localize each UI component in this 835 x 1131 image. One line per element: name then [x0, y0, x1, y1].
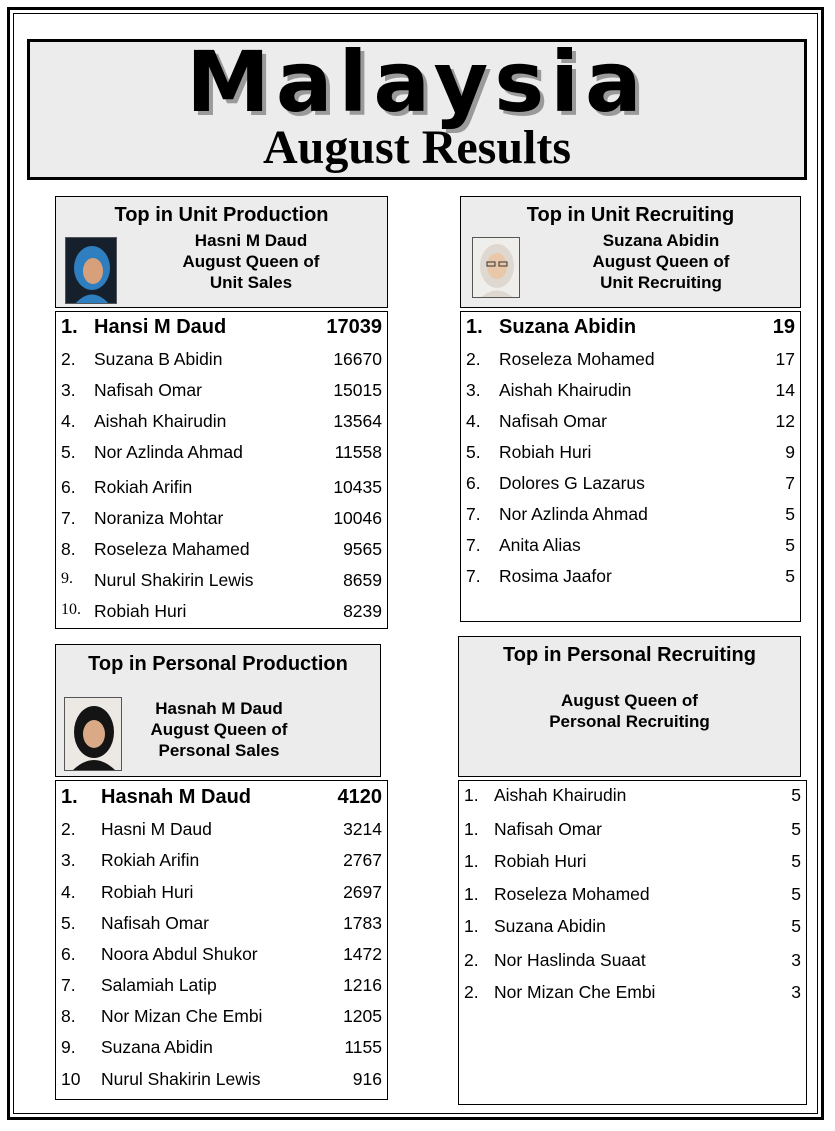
winner-photo — [472, 237, 520, 298]
list-item — [459, 785, 806, 809]
caption-line: August Queen of — [561, 691, 698, 710]
score-value: 5 — [785, 504, 795, 524]
rank: 2. — [61, 819, 76, 839]
score-value: 19 — [772, 316, 795, 338]
person-name: Robiah Huri — [494, 851, 587, 871]
person-name: Suzana Abidin — [101, 1037, 213, 1057]
person-name: Nafisah Omar — [101, 913, 209, 933]
list-item — [56, 508, 387, 532]
personal-recruiting-title: Top in Personal Recruiting — [503, 644, 756, 666]
unit-recruiting-list — [460, 311, 801, 622]
score-value: 1216 — [343, 975, 382, 995]
score-value: 5 — [785, 566, 795, 586]
caption-line: Personal Recruiting — [549, 712, 710, 731]
score-value: 5 — [791, 884, 801, 904]
score-value: 1155 — [344, 1037, 382, 1057]
score-value: 8239 — [343, 601, 382, 621]
person-name: Nurul Shakirin Lewis — [94, 570, 254, 590]
score-value: 3 — [791, 950, 801, 970]
person-name: Nor Mizan Che Embi — [101, 1006, 263, 1026]
person-name: Aishah Khairudin — [494, 785, 627, 805]
list-item — [56, 539, 387, 563]
list-item — [56, 380, 387, 404]
list-item — [56, 442, 387, 466]
person-name: Suzana Abidin — [494, 916, 606, 936]
person-name: Rokiah Arifin — [101, 850, 200, 870]
score-value: 916 — [352, 1069, 382, 1089]
rank: 1. — [464, 851, 479, 871]
person-name: Nafisah Omar — [94, 380, 202, 400]
list-item — [461, 349, 800, 373]
score-value: 1472 — [343, 944, 382, 964]
personal-production-title: Top in Personal Production — [88, 653, 348, 675]
unit-production-header — [55, 196, 388, 308]
rank: 3. — [61, 850, 76, 870]
list-item — [56, 944, 387, 968]
score-value: 3 — [791, 982, 801, 1002]
unit-recruiting-header — [460, 196, 801, 308]
score-value: 9565 — [343, 539, 382, 559]
list-item — [461, 504, 800, 528]
caption-line: Personal Sales — [158, 741, 280, 760]
winner-name: Suzana Abidin — [602, 231, 720, 250]
score-value: 10046 — [333, 508, 382, 528]
person-name: Roseleza Mahamed — [94, 539, 250, 559]
list-item — [459, 851, 806, 875]
list-item — [461, 566, 800, 590]
score-value: 2697 — [343, 882, 382, 902]
list-item — [461, 473, 800, 497]
rank: 1. — [466, 316, 483, 338]
list-item — [461, 411, 800, 435]
person-name: Anita Alias — [499, 535, 581, 555]
winner-photo — [64, 697, 122, 771]
list-item — [56, 850, 387, 874]
rank: 10 — [61, 1069, 81, 1089]
score-value: 5 — [791, 851, 801, 871]
page-title: Malaysia — [186, 33, 648, 131]
person-name: Nurul Shakirin Lewis — [101, 1069, 261, 1089]
rank: 3. — [61, 380, 76, 400]
person-name: Suzana Abidin — [499, 316, 637, 338]
person-name: Nafisah Omar — [499, 411, 607, 431]
list-item — [56, 1006, 387, 1030]
list-item — [461, 442, 800, 466]
personal-recruiting-header — [458, 636, 801, 777]
score-value: 9 — [785, 442, 795, 462]
rank: 2. — [464, 950, 479, 970]
score-value: 7 — [785, 473, 795, 493]
person-name: Robiah Huri — [101, 882, 194, 902]
list-item — [461, 535, 800, 559]
header-banner — [27, 33, 807, 180]
rank: 1. — [464, 884, 479, 904]
personal-production-caption — [134, 698, 304, 761]
list-item — [56, 975, 387, 999]
caption-line: August Queen of — [150, 720, 288, 739]
person-name: Aishah Khairudin — [499, 380, 632, 400]
rank: 1. — [61, 786, 78, 808]
winner-name: Hasni M Daud — [194, 231, 308, 250]
rank: 1. — [464, 819, 479, 839]
page-subtitle: August Results — [262, 121, 572, 174]
person-name: Salamiah Latip — [101, 975, 217, 995]
list-item — [56, 601, 387, 625]
list-item — [56, 1069, 387, 1093]
rank: 2. — [61, 349, 76, 369]
rank: 7. — [466, 566, 481, 586]
winner-name: Hasnah M Daud — [155, 699, 283, 718]
rank: 1. — [464, 785, 479, 805]
score-value: 16670 — [333, 349, 382, 369]
person-name: Robiah Huri — [499, 442, 592, 462]
score-value: 14 — [775, 380, 795, 400]
list-item — [459, 884, 806, 908]
score-value: 4120 — [337, 786, 382, 808]
list-item — [56, 786, 387, 810]
score-value: 1205 — [343, 1006, 382, 1026]
list-item — [56, 913, 387, 937]
list-item — [461, 316, 800, 340]
score-value: 15015 — [333, 380, 382, 400]
person-name: Noraniza Mohtar — [94, 508, 224, 528]
rank: 6. — [61, 944, 76, 964]
rank: 5. — [61, 442, 76, 462]
unit-recruiting-title: Top in Unit Recruiting — [526, 204, 735, 226]
score-value: 13564 — [333, 411, 382, 431]
rank: 1. — [61, 316, 78, 338]
score-value: 2767 — [343, 850, 382, 870]
personal-recruiting-list — [458, 780, 807, 1105]
person-name: Aishah Khairudin — [94, 411, 227, 431]
list-item — [56, 349, 387, 373]
unit-production-list — [55, 311, 388, 629]
rank: 3. — [466, 380, 481, 400]
rank: 7. — [466, 504, 481, 524]
rank: 4. — [466, 411, 481, 431]
score-value: 5 — [791, 819, 801, 839]
rank: 9. — [61, 1037, 76, 1057]
personal-production-header — [55, 644, 381, 777]
caption-line: Unit Sales — [209, 273, 293, 292]
person-name: Hasni M Daud — [101, 819, 212, 839]
score-value: 5 — [785, 535, 795, 555]
winner-photo — [65, 237, 117, 304]
rank: 2. — [466, 349, 481, 369]
list-item — [56, 819, 387, 843]
person-name: Nor Azlinda Ahmad — [94, 442, 243, 462]
score-value: 5 — [791, 785, 801, 805]
score-value: 11558 — [334, 442, 382, 462]
person-name: Robiah Huri — [94, 601, 187, 621]
rank: 7. — [61, 975, 76, 995]
score-value: 1783 — [343, 913, 382, 933]
list-item — [459, 916, 806, 940]
person-name: Rokiah Arifin — [94, 477, 193, 497]
list-item — [56, 570, 387, 594]
caption-line: Unit Recruiting — [600, 273, 722, 292]
rank: 2. — [464, 982, 479, 1002]
score-value: 10435 — [333, 477, 382, 497]
unit-recruiting-caption — [561, 230, 761, 293]
score-value: 12 — [775, 411, 795, 431]
personal-recruiting-caption — [459, 690, 800, 732]
caption-line: August Queen of — [592, 252, 730, 271]
score-value: 17 — [775, 349, 795, 369]
rank: 5. — [61, 913, 76, 933]
personal-production-list — [55, 780, 388, 1100]
unit-production-caption — [151, 230, 351, 293]
person-name: Noora Abdul Shukor — [101, 944, 258, 964]
score-value: 3214 — [343, 819, 382, 839]
rank: 9. — [61, 570, 73, 587]
unit-production-title: Top in Unit Production — [114, 204, 329, 226]
list-item — [56, 1037, 387, 1061]
rank: 7. — [61, 508, 76, 528]
person-name: Suzana B Abidin — [94, 349, 223, 369]
person-name: Nor Azlinda Ahmad — [499, 504, 648, 524]
person-name: Rosima Jaafor — [499, 566, 612, 586]
score-value: 17039 — [326, 316, 382, 338]
rank: 4. — [61, 411, 76, 431]
rank: 6. — [466, 473, 481, 493]
person-name: Nor Mizan Che Embi — [494, 982, 656, 1002]
person-name: Roseleza Mohamed — [499, 349, 655, 369]
rank: 1. — [464, 916, 479, 936]
rank: 7. — [466, 535, 481, 555]
list-item — [56, 477, 387, 501]
list-item — [459, 950, 806, 974]
rank: 5. — [466, 442, 481, 462]
score-value: 8659 — [343, 570, 382, 590]
list-item — [56, 411, 387, 435]
caption-line: August Queen of — [182, 252, 320, 271]
rank: 8. — [61, 1006, 76, 1026]
list-item — [459, 982, 806, 1006]
score-value: 5 — [791, 916, 801, 936]
rank: 8. — [61, 539, 76, 559]
list-item — [56, 882, 387, 906]
rank: 10. — [61, 601, 81, 618]
person-name: Nor Haslinda Suaat — [494, 950, 646, 970]
rank: 6. — [61, 477, 76, 497]
person-name: Hansi M Daud — [94, 316, 227, 338]
person-name: Hasnah M Daud — [101, 786, 252, 808]
list-item — [461, 380, 800, 404]
rank: 4. — [61, 882, 76, 902]
list-item — [459, 819, 806, 843]
person-name: Roseleza Mohamed — [494, 884, 650, 904]
list-item — [56, 316, 387, 340]
person-name: Nafisah Omar — [494, 819, 602, 839]
person-name: Dolores G Lazarus — [499, 473, 645, 493]
